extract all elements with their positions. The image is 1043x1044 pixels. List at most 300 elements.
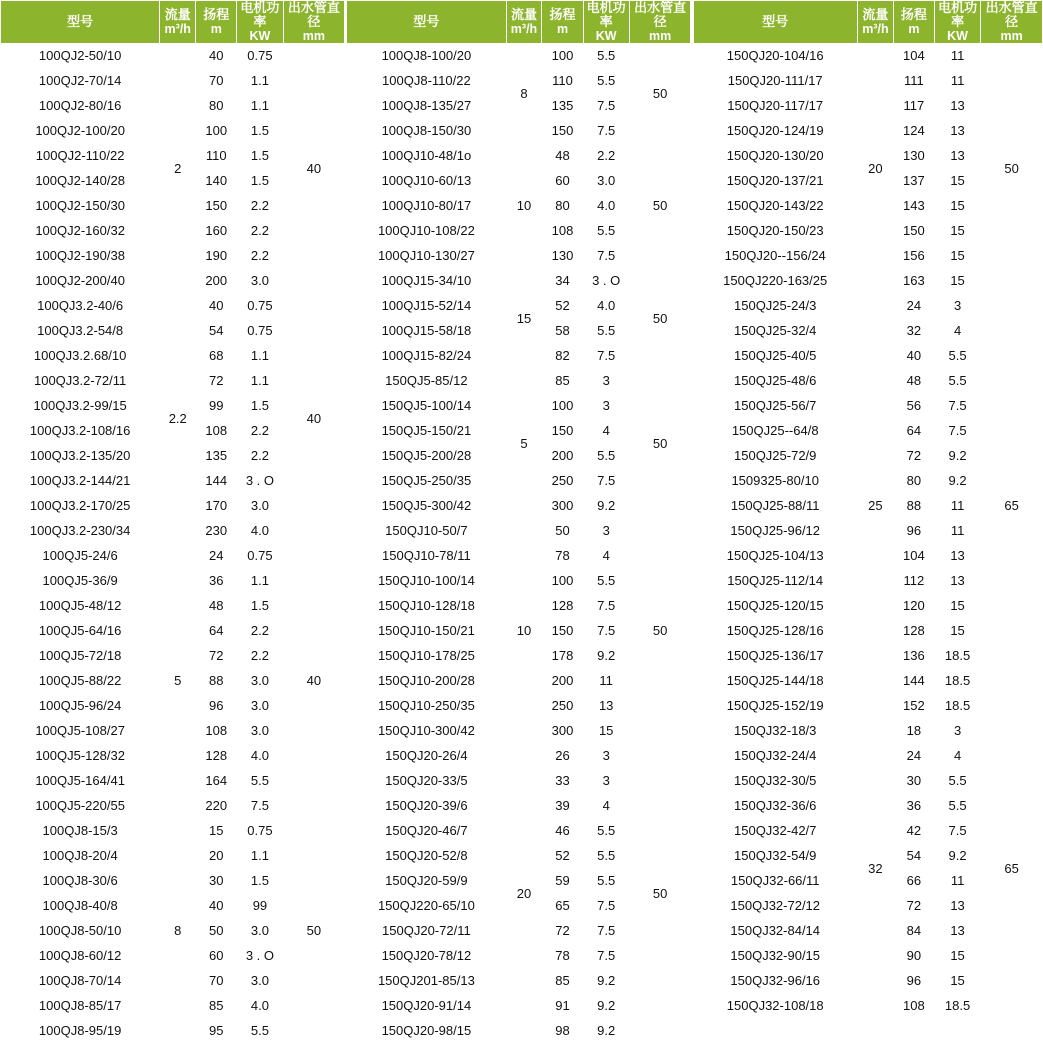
cell-model: 150QJ5-85/12 [347,369,506,394]
header-head-label-2: 扬程 [549,7,576,22]
header-head-unit-3: m [908,22,920,36]
header-power-3 [934,1,980,44]
cell-head: 30 [196,869,237,894]
cell-head: 34 [542,269,583,294]
cell-pipe-diameter: 50 [283,819,345,1044]
empty-cell [857,1019,893,1044]
cell-power: 15 [934,969,980,994]
header-power-unit-2: KW [595,29,617,43]
cell-head: 60 [542,169,583,194]
cell-model: 150QJ32-84/14 [693,919,857,944]
cell-power: 3 [583,744,629,769]
cell-model: 150QJ20-72/11 [347,919,506,944]
header-head-label-3: 扬程 [900,7,927,22]
cell-head: 26 [542,744,583,769]
cell-power: 9.2 [934,469,980,494]
cell-model: 100QJ5-220/55 [1,794,160,819]
cell-model: 100QJ3.2-72/11 [1,369,160,394]
cell-model: 150QJ10-50/7 [347,519,506,544]
header-pipe-3 [981,1,1043,44]
cell-head: 104 [893,44,934,69]
cell-power: 4 [934,319,980,344]
cell-power: 15 [583,719,629,744]
cell-head: 98 [542,1019,583,1044]
header-model-2: 型号 [347,1,506,44]
cell-power: 11 [934,494,980,519]
cell-power: 5.5 [583,569,629,594]
cell-model: 100QJ3.2.68/10 [1,344,160,369]
cell-model: 100QJ3.2-170/25 [1,494,160,519]
cell-model: 150QJ25-56/7 [693,394,857,419]
cell-head: 72 [542,919,583,944]
cell-power: 7.5 [583,619,629,644]
cell-flow: 10 [506,519,542,744]
header-power-1 [237,1,283,44]
cell-head: 100 [542,569,583,594]
cell-power: 3 [583,769,629,794]
cell-power: 11 [934,869,980,894]
cell-model: 150QJ25-152/19 [693,694,857,719]
cell-head: 85 [542,969,583,994]
cell-head: 300 [542,719,583,744]
cell-power: 0.75 [237,44,283,69]
empty-cell [934,1019,980,1044]
header-power-label-3: 电机功率 [938,0,978,29]
cell-power: 13 [934,144,980,169]
cell-power: 5.5 [237,1019,283,1044]
cell-model: 150QJ32-66/11 [693,869,857,894]
cell-power: 5.5 [934,344,980,369]
cell-head: 65 [542,894,583,919]
cell-head: 80 [196,94,237,119]
cell-head: 160 [196,219,237,244]
cell-model: 100QJ2-200/40 [1,269,160,294]
cell-pipe-diameter: 50 [629,269,691,369]
cell-model: 150QJ32-54/9 [693,844,857,869]
cell-power: 1.5 [237,119,283,144]
cell-model: 100QJ8-20/4 [1,844,160,869]
cell-head: 150 [893,219,934,244]
cell-flow: 5 [506,369,542,519]
cell-head: 95 [196,1019,237,1044]
cell-model: 100QJ8-15/3 [1,819,160,844]
cell-model: 150QJ25-128/16 [693,619,857,644]
cell-head: 24 [196,544,237,569]
header-model-3: 型号 [693,1,857,44]
cell-model: 150QJ20-117/17 [693,94,857,119]
empty-cell [693,1019,857,1044]
header-pipe-1 [283,1,345,44]
cell-power: 3 [583,369,629,394]
cell-head: 54 [893,844,934,869]
header-pipe-unit-3: mm [1000,29,1023,43]
header-pipe-unit-1: mm [302,29,325,43]
cell-power: 13 [934,544,980,569]
cell-head: 32 [893,319,934,344]
cell-pipe-diameter: 40 [283,294,345,544]
cell-power: 15 [934,169,980,194]
cell-model: 100QJ8-100/20 [347,44,506,69]
cell-model: 150QJ32-30/5 [693,769,857,794]
cell-head: 128 [542,594,583,619]
cell-model: 150QJ25-88/11 [693,494,857,519]
cell-power: 2.2 [237,194,283,219]
cell-power: 13 [934,919,980,944]
cell-power: 5.5 [934,794,980,819]
cell-model: 150QJ20-150/23 [693,219,857,244]
header-pipe-label-2: 出水管直径 [634,0,687,29]
cell-power: 4 [934,744,980,769]
cell-model: 100QJ10-130/27 [347,244,506,269]
cell-model: 150QJ20-91/14 [347,994,506,1019]
cell-head: 70 [196,969,237,994]
cell-pipe-diameter: 50 [981,44,1043,294]
cell-head: 82 [542,344,583,369]
cell-model: 150QJ32-90/15 [693,944,857,969]
cell-power: 15 [934,619,980,644]
cell-head: 152 [893,694,934,719]
cell-head: 124 [893,119,934,144]
cell-model: 100QJ5-108/27 [1,719,160,744]
cell-power: 7.5 [583,344,629,369]
header-flow-unit-1: m³/h [164,22,191,36]
cell-head: 128 [196,744,237,769]
cell-head: 137 [893,169,934,194]
cell-head: 200 [542,444,583,469]
header-head-label-1: 扬程 [203,7,230,22]
cell-model: 150QJ10-200/28 [347,669,506,694]
cell-model: 150QJ20-130/20 [693,144,857,169]
cell-model: 100QJ8-135/27 [347,94,506,119]
cell-model: 150QJ10-128/18 [347,594,506,619]
cell-model: 100QJ8-30/6 [1,869,160,894]
header-head-unit-1: m [210,22,222,36]
cell-head: 66 [893,869,934,894]
cell-power: 1.1 [237,69,283,94]
cell-model: 150QJ32-96/16 [693,969,857,994]
cell-model: 150QJ20-39/6 [347,794,506,819]
cell-head: 200 [542,669,583,694]
cell-head: 135 [196,444,237,469]
cell-power: 5.5 [583,219,629,244]
cell-model: 100QJ10-108/22 [347,219,506,244]
cell-power: 15 [934,194,980,219]
cell-model: 150QJ20-111/17 [693,69,857,94]
cell-head: 54 [196,319,237,344]
cell-power: 1.5 [237,144,283,169]
cell-model: 1509325-80/10 [693,469,857,494]
cell-power: 3.0 [237,694,283,719]
cell-head: 110 [196,144,237,169]
cell-head: 64 [893,419,934,444]
cell-power: 7.5 [583,244,629,269]
cell-power: 0.75 [237,819,283,844]
cell-power: 5.5 [934,369,980,394]
cell-power: 3.0 [583,169,629,194]
cell-head: 130 [542,244,583,269]
cell-power: 7.5 [237,794,283,819]
cell-power: 2.2 [237,644,283,669]
cell-model: 100QJ5-72/18 [1,644,160,669]
cell-model: 150QJ20-124/19 [693,119,857,144]
cell-head: 33 [542,769,583,794]
cell-model: 150QJ5-200/28 [347,444,506,469]
empty-cell [893,1019,934,1044]
cell-power: 1.1 [237,94,283,119]
cell-head: 60 [196,944,237,969]
cell-head: 230 [196,519,237,544]
cell-model: 100QJ8-50/10 [1,919,160,944]
cell-head: 220 [196,794,237,819]
header-head-3 [893,1,934,44]
cell-model: 150QJ20-33/5 [347,769,506,794]
cell-power: 7.5 [583,594,629,619]
cell-head: 78 [542,944,583,969]
cell-model: 100QJ5-96/24 [1,694,160,719]
cell-head: 72 [196,644,237,669]
cell-model: 150QJ5-300/42 [347,494,506,519]
cell-flow: 32 [857,719,893,1019]
cell-model: 100QJ15-34/10 [347,269,506,294]
cell-power: 9.2 [583,494,629,519]
cell-power: 1.5 [237,169,283,194]
cell-power: 4 [583,794,629,819]
cell-model: 100QJ8-70/14 [1,969,160,994]
cell-head: 144 [196,469,237,494]
cell-model: 150QJ20--156/24 [693,244,857,269]
cell-head: 72 [196,369,237,394]
cell-model: 150QJ201-85/13 [347,969,506,994]
cell-model: 150QJ20-137/21 [693,169,857,194]
cell-power: 5.5 [583,69,629,94]
cell-model: 150QJ25-32/4 [693,319,857,344]
table-body [1,44,1043,1044]
cell-model: 150QJ25-112/14 [693,569,857,594]
cell-power: 18.5 [934,694,980,719]
cell-power: 4.0 [237,744,283,769]
cell-power: 2.2 [237,419,283,444]
cell-power: 3 [583,394,629,419]
cell-power: 3.0 [237,919,283,944]
cell-power: 0.75 [237,294,283,319]
cell-power: 7.5 [583,119,629,144]
cell-power: 5.5 [583,319,629,344]
cell-flow: 25 [857,294,893,719]
cell-power: 11 [934,44,980,69]
cell-pipe-diameter: 50 [629,44,691,144]
cell-model: 100QJ8-40/8 [1,894,160,919]
cell-head: 100 [542,44,583,69]
cell-power: 4.0 [583,194,629,219]
cell-head: 150 [542,119,583,144]
header-flow-label-1: 流量 [164,7,191,22]
cell-model: 100QJ2-190/38 [1,244,160,269]
cell-head: 18 [893,719,934,744]
cell-head: 108 [542,219,583,244]
cell-model: 100QJ5-36/9 [1,569,160,594]
cell-power: 3 [934,719,980,744]
cell-power: 1.5 [237,869,283,894]
cell-power: 1.1 [237,369,283,394]
cell-power: 15 [934,594,980,619]
cell-head: 110 [542,69,583,94]
header-flow-unit-3: m³/h [862,22,889,36]
cell-flow: 8 [160,819,196,1044]
cell-power: 18.5 [934,644,980,669]
cell-pipe-diameter: 40 [283,544,345,819]
cell-head: 104 [893,544,934,569]
header-power-unit-3: KW [947,29,968,43]
cell-flow: 15 [506,269,542,369]
header-head-1 [196,1,237,44]
cell-head: 72 [893,894,934,919]
cell-power: 3 . O [237,944,283,969]
cell-head: 100 [542,394,583,419]
cell-power: 5.5 [583,844,629,869]
cell-head: 150 [542,619,583,644]
cell-model: 100QJ8-110/22 [347,69,506,94]
cell-model: 100QJ5-24/6 [1,544,160,569]
cell-head: 128 [893,619,934,644]
cell-head: 36 [196,569,237,594]
cell-power: 7.5 [583,469,629,494]
header-model-1: 型号 [1,1,160,44]
header-power-label-2: 电机功率 [586,0,626,29]
cell-head: 150 [196,194,237,219]
cell-head: 78 [542,544,583,569]
cell-pipe-diameter: 50 [629,519,691,744]
cell-head: 40 [893,344,934,369]
table-row [1,44,1043,69]
cell-power: 7.5 [583,944,629,969]
cell-power: 15 [934,244,980,269]
cell-model: 150QJ5-150/21 [347,419,506,444]
cell-pipe-diameter: 65 [981,294,1043,719]
cell-model: 100QJ8-95/19 [1,1019,160,1044]
cell-head: 200 [196,269,237,294]
cell-head: 130 [893,144,934,169]
cell-power: 3.0 [237,494,283,519]
cell-power: 7.5 [934,419,980,444]
cell-head: 88 [893,494,934,519]
cell-model: 100QJ2-160/32 [1,219,160,244]
cell-power: 5.5 [237,769,283,794]
cell-model: 100QJ15-52/14 [347,294,506,319]
cell-power: 3 [583,519,629,544]
cell-power: 2.2 [237,219,283,244]
cell-head: 48 [542,144,583,169]
empty-cell [981,1019,1043,1044]
cell-head: 30 [893,769,934,794]
cell-power: 18.5 [934,669,980,694]
cell-model: 150QJ25--64/8 [693,419,857,444]
cell-power: 2.2 [237,244,283,269]
cell-head: 48 [893,369,934,394]
cell-power: 2.2 [237,619,283,644]
cell-power: 5.5 [583,444,629,469]
header-flow-label-2: 流量 [510,7,537,22]
cell-power: 9.2 [583,969,629,994]
cell-head: 178 [542,644,583,669]
header-flow-3 [857,1,893,44]
cell-head: 70 [196,69,237,94]
cell-model: 150QJ32-42/7 [693,819,857,844]
cell-head: 96 [196,694,237,719]
cell-model: 100QJ3.2-108/16 [1,419,160,444]
cell-head: 250 [542,694,583,719]
cell-model: 150QJ220-163/25 [693,269,857,294]
header-pipe-unit-2: mm [649,29,672,43]
cell-head: 120 [893,594,934,619]
cell-head: 99 [196,394,237,419]
cell-power: 7.5 [934,819,980,844]
cell-power: 7.5 [934,394,980,419]
cell-model: 100QJ5-64/16 [1,619,160,644]
cell-head: 117 [893,94,934,119]
cell-head: 100 [196,119,237,144]
cell-head: 46 [542,819,583,844]
cell-model: 100QJ3.2-99/15 [1,394,160,419]
cell-model: 100QJ5-164/41 [1,769,160,794]
cell-power: 11 [934,69,980,94]
cell-head: 40 [196,294,237,319]
cell-model: 150QJ25-144/18 [693,669,857,694]
cell-model: 150QJ32-72/12 [693,894,857,919]
cell-flow: 10 [506,144,542,269]
cell-model: 150QJ220-65/10 [347,894,506,919]
cell-head: 39 [542,794,583,819]
cell-model: 150QJ20-46/7 [347,819,506,844]
cell-power: 4.0 [583,294,629,319]
cell-head: 84 [893,919,934,944]
cell-head: 140 [196,169,237,194]
cell-power: 18.5 [934,994,980,1019]
cell-model: 150QJ32-36/6 [693,794,857,819]
cell-model: 100QJ5-48/12 [1,594,160,619]
cell-head: 164 [196,769,237,794]
cell-head: 144 [893,669,934,694]
cell-model: 100QJ2-100/20 [1,119,160,144]
cell-model: 150QJ25-120/15 [693,594,857,619]
header-power-label-1: 电机功率 [240,0,280,29]
cell-head: 24 [893,744,934,769]
cell-model: 100QJ10-80/17 [347,194,506,219]
cell-power: 2.2 [237,444,283,469]
cell-head: 108 [893,994,934,1019]
cell-model: 150QJ20-143/22 [693,194,857,219]
cell-head: 85 [196,994,237,1019]
cell-power: 0.75 [237,544,283,569]
cell-power: 4.0 [237,994,283,1019]
cell-head: 64 [196,619,237,644]
cell-power: 5.5 [934,769,980,794]
cell-power: 7.5 [583,94,629,119]
cell-head: 170 [196,494,237,519]
cell-model: 100QJ2-70/14 [1,69,160,94]
cell-power: 3.0 [237,669,283,694]
cell-pipe-diameter: 50 [629,744,691,1044]
header-flow-label-3: 流量 [862,7,889,22]
cell-power: 13 [934,119,980,144]
cell-power: 3 [934,294,980,319]
cell-model: 150QJ25-136/17 [693,644,857,669]
cell-model: 100QJ10-48/1o [347,144,506,169]
cell-power: 5.5 [583,44,629,69]
cell-head: 300 [542,494,583,519]
cell-model: 150QJ10-78/11 [347,544,506,569]
cell-head: 90 [893,944,934,969]
cell-power: 4 [583,544,629,569]
